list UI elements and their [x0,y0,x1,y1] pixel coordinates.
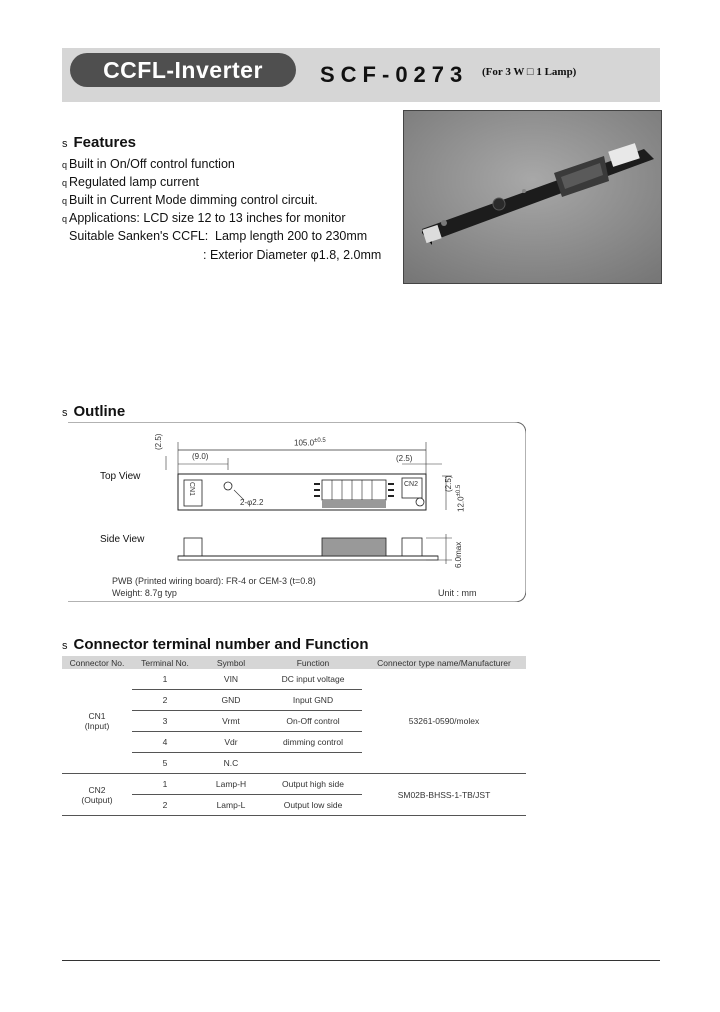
top-view-label: Top View [100,471,141,482]
outline-heading [62,403,125,420]
connector-cell: CN2 (Output) [62,774,132,816]
section-bullet: s [62,138,68,150]
item-bullet: q [62,196,68,206]
feature-item: q Built in Current Mode dimming control circuit. [62,193,318,207]
column-header: Function [264,656,362,669]
dim-top: (2.5) [154,433,163,450]
features-heading [62,134,136,151]
column-header: Symbol [198,656,264,669]
column-header: Terminal No. [132,656,198,669]
section-bullet: s [62,640,68,652]
outline-frame [62,422,526,602]
feature-item: q Regulated lamp current [62,175,199,189]
side-view-label: Side View [100,534,145,545]
features-title: Features [73,134,137,151]
connector-heading [62,636,369,653]
title-band [62,48,660,102]
outline-title: Outline [73,403,126,420]
connector-cell: CN1 (Input) [62,669,132,774]
ccfl-label: Suitable Sanken's CCFL: [69,229,209,243]
table-header-row [62,656,526,669]
connector-type-cell: 53261-0590/molex [362,669,526,774]
ccfl-length: Lamp length 200 to 230mm [215,229,368,243]
unit-note: Unit : mm [438,588,477,598]
pwb-note: PWB (Printed wiring board): FR-4 or CEM-3 (t=0.8) [112,576,316,586]
connector-table [62,656,526,816]
inverter-board-image [404,111,661,283]
cn1-label: CN1 [188,482,195,497]
product-photo [403,110,662,284]
item-bullet: q [62,160,68,170]
table-row: 4 Vdr dimming control [62,732,526,753]
weight-note: Weight: 8.7g typ [112,588,177,598]
connector-title: Connector terminal number and Function [73,636,369,653]
hole-label: 2-φ2.2 [240,498,264,507]
table-row: 3 Vrmt On-Off control [62,711,526,732]
section-bullet: s [62,407,68,419]
column-header: Connector type name/Manufacturer [362,656,526,669]
ccfl-diameter: : Exterior Diameter φ1.8, 2.0mm [203,248,382,262]
dim-height: $12.0^{\pm 0.5}$ [456,484,466,512]
cn2-label: CN2 [404,481,419,488]
dim-overall: $105.0^{\pm 0.5}$ [294,438,326,448]
category-badge: CCFL-Inverter [70,53,296,87]
dim-small: (2.5) [444,475,453,492]
dim-right: (2.5) [396,454,413,463]
table-row: 2 GND Input GND [62,690,526,711]
feature-item: q Applications: LCD size 12 to 13 inches for monitor [62,211,346,225]
table-row: CN1 (Input) 1 VIN DC input voltage 53261-0590/molex [62,669,526,690]
dim-left: (9.0) [192,452,209,461]
connector-type-cell: SM02B-BHSS-1-TB/JST [362,774,526,816]
footer-rule [62,960,660,961]
model-note: (For 3 W □ 1 Lamp) [482,66,577,78]
item-bullet: q [62,178,68,188]
item-bullet: q [62,214,68,224]
column-header: Connector No. [62,656,132,669]
table-row: CN2 (Output) 1 Lamp-H Output high side SM02B-BHSS-1-TB/JST [62,774,526,795]
outline-drawing [62,422,526,602]
model-number: SCF-0273 [320,62,469,87]
table-row: 5 N.C [62,753,526,774]
dim-thickness: 6.0max [454,541,463,568]
table-row: 2 Lamp-L Output low side [62,795,526,816]
feature-item: q Built in On/Off control function [62,157,235,171]
